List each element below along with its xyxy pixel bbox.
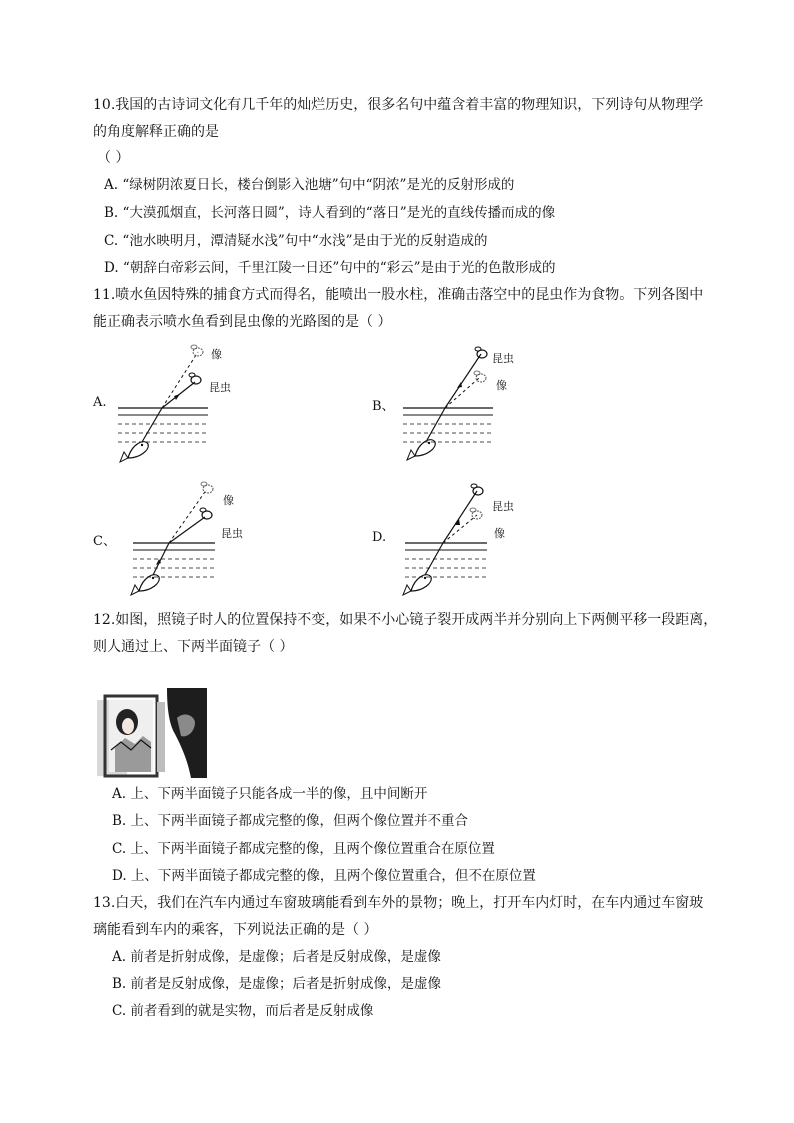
insect-icon bbox=[475, 347, 487, 358]
figure-b-top-label: 昆虫 bbox=[492, 352, 514, 365]
virtual-ray bbox=[162, 352, 198, 408]
figure-d-mid-label: 像 bbox=[494, 527, 505, 540]
fish-icon bbox=[131, 575, 159, 595]
q10-stem-line2: 的角度解释正确的是 bbox=[93, 124, 219, 140]
figure-a-top-label: 像 bbox=[211, 348, 222, 361]
fish-icon bbox=[120, 442, 148, 462]
insect-image-icon bbox=[191, 345, 203, 356]
q10-option-b: B. “大漠孤烟直，长河落日圆”，诗人看到的“落日”是光的直线传播而成的像 bbox=[104, 205, 556, 221]
water-surface-lines bbox=[133, 543, 215, 577]
water-surface-lines bbox=[405, 543, 487, 577]
light-ray-air bbox=[169, 517, 205, 543]
q10-option-c: C. “池水映明月，潭清疑水浅”句中“水浅”是由于光的反射造成的 bbox=[104, 233, 488, 249]
q12-option-b: B. 上、下两半面镜子都成完整的像，但两个像位置并不重合 bbox=[112, 813, 469, 829]
insect-image-icon bbox=[474, 371, 486, 382]
q11-figure-d-label: D. bbox=[372, 530, 387, 545]
q11-figure-b bbox=[395, 340, 535, 465]
q12-mirror-photo bbox=[95, 688, 207, 778]
figure-b-mid-label: 像 bbox=[496, 379, 507, 392]
q13-option-a: A. 前者是折射成像，是虚像；后者是反射成像，是虚像 bbox=[112, 949, 441, 965]
q11-figure-b-label: B、 bbox=[372, 399, 395, 414]
water-surface-lines bbox=[403, 408, 493, 442]
light-ray-water bbox=[142, 408, 162, 442]
virtual-ray bbox=[169, 489, 207, 543]
q10-option-a: A. “绿树阴浓夏日长，楼台倒影入池塘”句中“阴浓”是光的反射形成的 bbox=[104, 177, 515, 193]
q11-figure-c bbox=[125, 475, 265, 600]
q11-stem-line2: 能正确表示喷水鱼看到昆虫像的光路图的是（ ） bbox=[93, 314, 392, 330]
q10-answer-paren: （ ） bbox=[97, 150, 130, 166]
q10-stem-line1: 10.我国的古诗词文化有几千年的灿烂历史，很多名句中蕴含着丰富的物理知识，下列诗句从物理学 bbox=[93, 97, 704, 113]
figure-c-top-label: 像 bbox=[223, 494, 234, 507]
q11-figure-a bbox=[110, 340, 250, 465]
q12-option-a: A. 上、下两半面镜子只能各成一半的像，且中间断开 bbox=[112, 786, 428, 802]
figure-c-mid-label: 昆虫 bbox=[221, 527, 243, 540]
reflection-face bbox=[122, 718, 134, 734]
q11-figure-a-label: A. bbox=[93, 395, 107, 410]
insect-image-icon bbox=[201, 482, 213, 493]
insect-icon bbox=[200, 508, 212, 519]
water-surface-lines bbox=[118, 408, 208, 442]
virtual-ray bbox=[443, 515, 477, 543]
light-ray-air bbox=[443, 491, 477, 543]
q11-figure-d bbox=[397, 475, 537, 600]
arrow-icon bbox=[174, 394, 180, 400]
light-ray-air bbox=[445, 354, 481, 408]
q12-stem-line2: 则人通过上、下两半面镜子（ ） bbox=[93, 639, 294, 655]
fish-icon bbox=[403, 575, 431, 595]
figure-a-mid-label: 昆虫 bbox=[209, 381, 231, 394]
q13-option-c: C. 前者看到的就是实物，而后者是反射成像 bbox=[112, 1003, 374, 1019]
q10-option-d: D. “朝辞白帝彩云间，千里江陵一日还”句中的“彩云”是由于光的色散形成的 bbox=[104, 260, 556, 276]
q12-option-d: D. 上、下两半面镜子都成完整的像，且两个像位置重合，但不在原位置 bbox=[112, 868, 536, 884]
insect-image-icon bbox=[470, 508, 482, 519]
frame-side bbox=[157, 702, 165, 772]
q12-stem-line1: 12.如图，照镜子时人的位置保持不变，如果不小心镜子裂开成两半并分别向上下两侧平移一段距离， bbox=[93, 612, 718, 628]
q11-stem-line1: 11.喷水鱼因特殊的捕食方式而得名，能喷出一股水柱，准确击落空中的昆虫作为食物。下列各图中 bbox=[93, 287, 704, 303]
fish-icon bbox=[407, 440, 435, 460]
q13-stem-line1: 13.白天，我们在汽车内通过车窗玻璃能看到车外的景物；晚上，打开车内灯时，在车内通过车窗玻 bbox=[93, 895, 704, 911]
q13-stem-line2: 璃能看到车内的乘客，下列说法正确的是（ ） bbox=[93, 922, 378, 938]
light-ray-water bbox=[427, 408, 445, 440]
q11-figure-c-label: C、 bbox=[93, 534, 116, 549]
q12-option-c: C. 上、下两半面镜子都成完整的像，且两个像位置重合在原位置 bbox=[112, 841, 495, 857]
q13-option-b: B. 前者是反射成像，是虚像；后者是折射成像，是虚像 bbox=[112, 976, 442, 992]
figure-d-top-label: 昆虫 bbox=[492, 500, 514, 513]
insect-icon bbox=[471, 484, 483, 495]
